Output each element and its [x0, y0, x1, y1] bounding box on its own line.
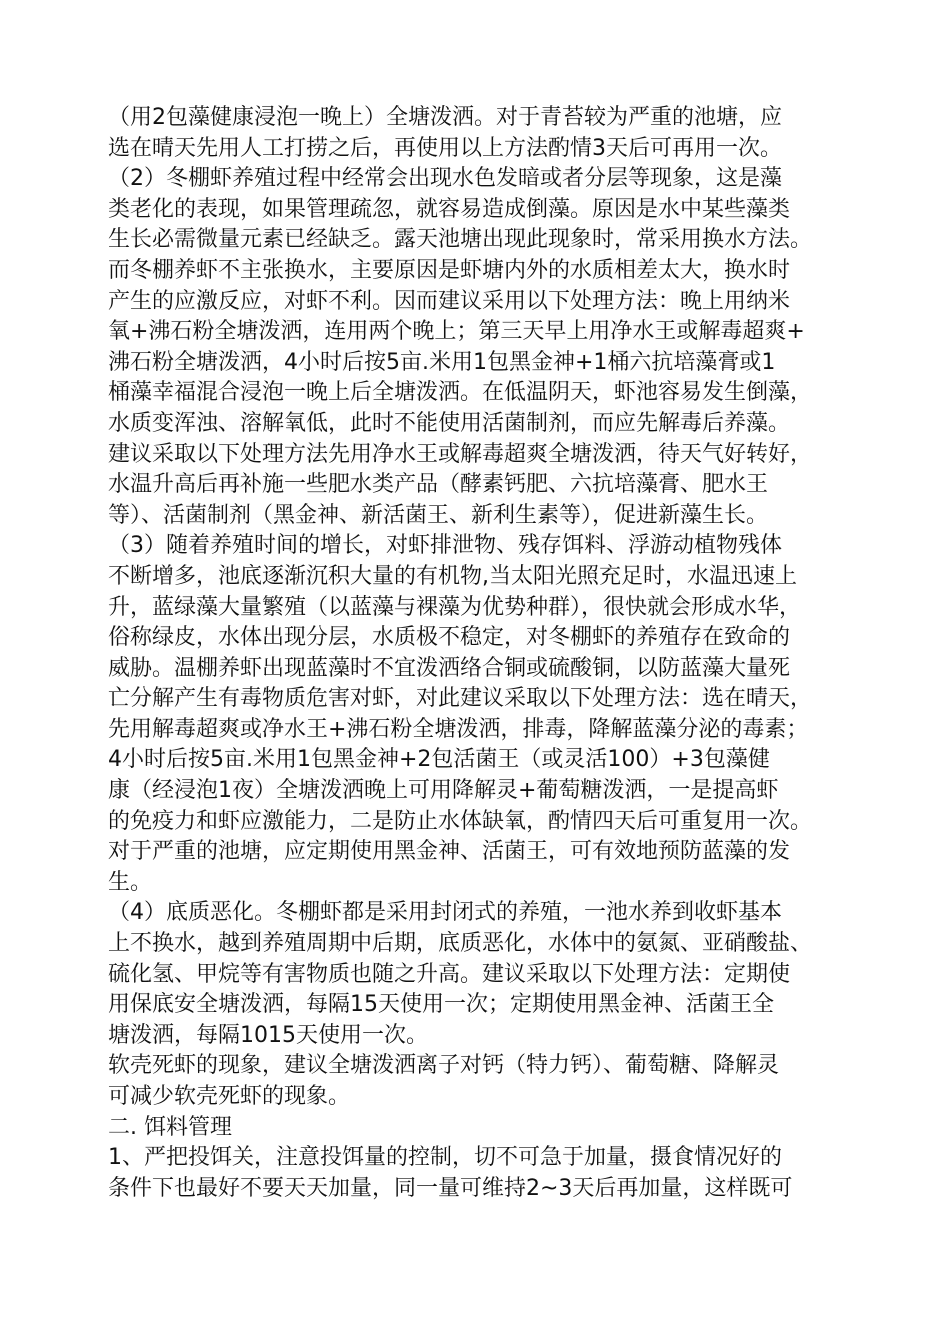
text-line: 软壳死虾的现象，建议全塘泼洒离子对钙（特力钙）、葡萄糖、降解灵 [108, 1053, 780, 1079]
text-line: 生。 [108, 869, 153, 895]
text-line: （4）底质恶化。冬棚虾都是采用封闭式的养殖，一池水养到收虾基本 [108, 900, 782, 926]
text-line: （3）随着养殖时间的增长，对虾排泄物、残存饵料、浮游动植物残体 [108, 533, 782, 559]
text-line: 条件下也最好不要天天加量，同一量可维持2~3天后再加量，这样既可 [108, 1175, 793, 1201]
text-line: 硫化氢、甲烷等有害物质也随之升高。建议采取以下处理方法：定期使 [108, 961, 791, 987]
text-line: 的免疫力和虾应激能力，二是防止水体缺氧，酌情四天后可重复用一次。 [108, 808, 813, 834]
text-line: 亡分解产生有毒物质危害对虾，对此建议采取以下处理方法：选在晴天， [108, 686, 813, 712]
text-line: 不断增多，池底逐渐沉积大量的有机物,当太阳光照充足时，水温迅速上 [108, 563, 797, 589]
text-line: 4小时后按5亩.米用1包黑金神+2包活菌王（或灵活100）+3包藻健 [108, 747, 770, 773]
text-line: 选在晴天先用人工打捞之后，再使用以上方法酌情3天后可再用一次。 [108, 135, 782, 161]
text-line: 对于严重的池塘，应定期使用黑金神、活菌王，可有效地预防蓝藻的发 [108, 839, 791, 865]
text-line: 1、严把投饵关，注意投饵量的控制，切不可急于加量，摄食情况好的 [108, 1145, 782, 1171]
section-heading: 二. 饵料管理 [108, 1114, 232, 1140]
text-line: 产生的应激反应，对虾不利。因而建议采用以下处理方法：晚上用纳米 [108, 288, 791, 314]
text-line: 等）、活菌制剂（黑金神、新活菌王、新利生素等），促进新藻生长。 [108, 502, 769, 528]
text-line: 用保底安全塘泼洒，每隔15天使用一次；定期使用黑金神、活菌王全 [108, 992, 774, 1018]
text-line: 水温升高后再补施一些肥水类产品（酵素钙肥、六抗培藻膏、肥水王 [108, 472, 769, 498]
text-line: 塘泼洒，每隔1015天使用一次。 [108, 1022, 428, 1048]
text-line: 氧+沸石粉全塘泼洒，连用两个晚上；第三天早上用净水王或解毒超爽+ [108, 319, 805, 345]
text-line: 俗称绿皮，水体出现分层，水质极不稳定，对冬棚虾的养殖存在致命的 [108, 625, 791, 651]
text-line: 建议采取以下处理方法先用净水王或解毒超爽全塘泼洒，待天气好转好， [108, 441, 813, 467]
text-line: 桶藻幸福混合浸泡一晚上后全塘泼洒。在低温阴天，虾池容易发生倒藻， [108, 380, 813, 406]
text-line: 先用解毒超爽或净水王+沸石粉全塘泼洒，排毒，降解蓝藻分泌的毒素； [108, 716, 809, 742]
text-line: 而冬棚养虾不主张换水，主要原因是虾塘内外的水质相差太大，换水时 [108, 257, 791, 283]
text-line: 升，蓝绿藻大量繁殖（以蓝藻与裸藻为优势种群），很快就会形成水华， [108, 594, 802, 620]
text-line: 威胁。温棚养虾出现蓝藻时不宜泼洒络合铜或硫酸铜，以防蓝藻大量死 [108, 655, 791, 681]
text-line: （2）冬棚虾养殖过程中经常会出现水色发暗或者分层等现象，这是藻 [108, 166, 782, 192]
text-line: （用2包藻健康浸泡一晚上）全塘泼洒。对于青苔较为严重的池塘，应 [108, 105, 782, 130]
text-line: 水质变浑浊、溶解氧低，此时不能使用活菌制剂，而应先解毒后养藻。 [108, 410, 791, 436]
text-line: 康（经浸泡1夜）全塘泼洒晚上可用降解灵+葡萄糖泼洒，一是提高虾 [108, 778, 779, 804]
text-line: 沸石粉全塘泼洒，4小时后按5亩.米用1包黑金神+1桶六抗培藻膏或1 [108, 349, 776, 375]
text-line: 可减少软壳死虾的现象。 [108, 1084, 351, 1109]
text-line: 类老化的表现，如果管理疏忽，就容易造成倒藻。原因是水中某些藻类 [108, 196, 791, 222]
document-body [108, 103, 860, 1204]
text-line: 上不换水，越到养殖周期中后期，底质恶化，水体中的氨氮、亚硝酸盐、 [108, 931, 813, 957]
text-line: 生长必需微量元素已经缺乏。露天池塘出现此现象时，常采用换水方法。 [108, 227, 813, 253]
